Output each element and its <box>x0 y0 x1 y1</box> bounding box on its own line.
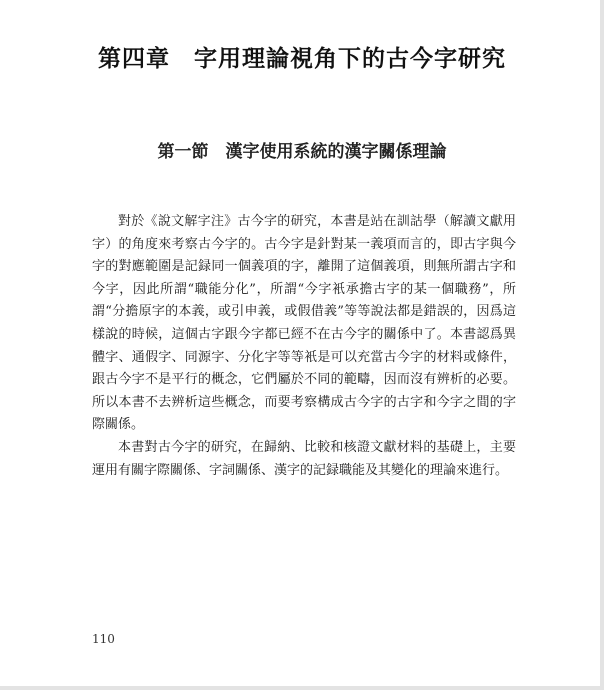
chapter-title: 第四章 字用理論視角下的古今字研究 <box>98 45 506 72</box>
paragraph-2: 本書對古今字的研究，在歸納、比較和核證文獻材料的基礎上，主要運用有關字際關係、字詞關係、漢字的記録職能及其變化的理論來進行。 <box>92 439 516 478</box>
page-number: 110 <box>92 632 115 646</box>
section-title: 第一節 漢字使用系統的漢字關係理論 <box>157 142 447 162</box>
body-text <box>92 211 516 482</box>
paragraph-1: 對於《說文解字注》古今字的研究，本書是站在訓詁學（解讀文獻用字）的角度來考察古今字的。古今字是針對某一義項而言的，即古字與今字的對應範圍是記録同一個義項的字，離開了這個義項，則無所謂古字和今字，因此所謂“職能分化”，所謂“今字衹承擔古字的某一個職務”，所謂“分擔原字的本義，或引申義，或假借義”等等說法都是錯誤的，因爲這樣說的時候，這個古字跟今字都已經不在古今字的關係中了。本書認爲異體字、通假字、同源字、分化字等等衹是可以充當古今字的材料或條件，跟古今字不是平行的概念，它們屬於不同的範疇，因而沒有辨析的必要。所以本書不去辨析這些概念，而要考察構成古今字的古字和今字之間的字際關係。 <box>92 214 516 433</box>
